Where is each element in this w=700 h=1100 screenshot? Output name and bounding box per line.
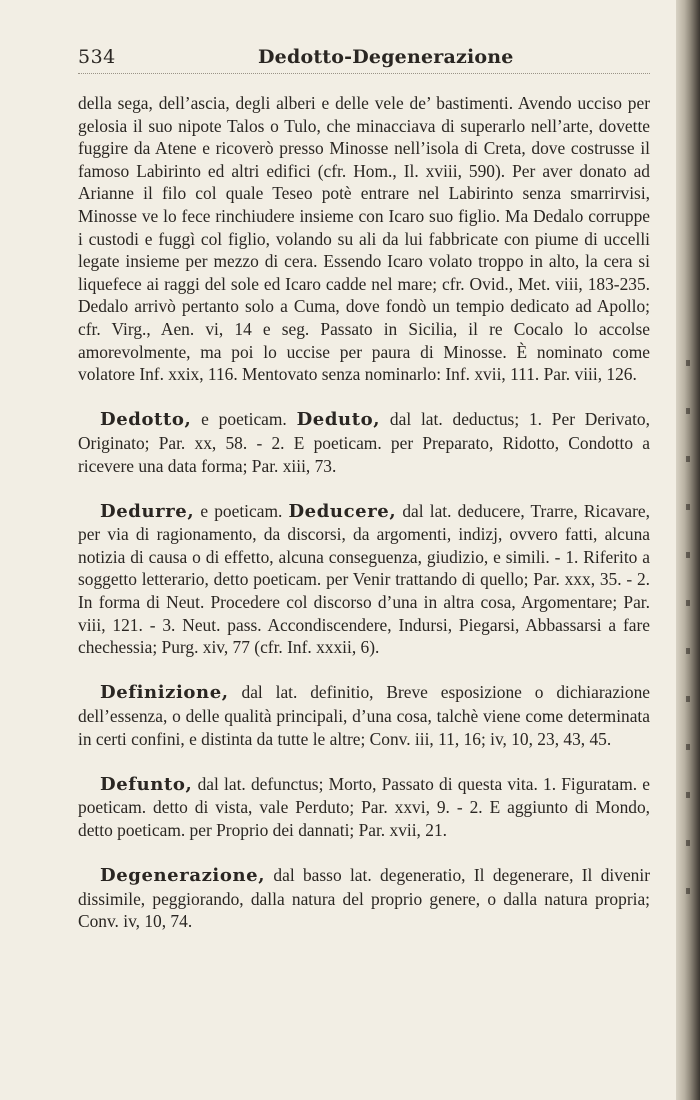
entry-definizione xyxy=(78,681,650,750)
entry-variant-intro: e poeticam. xyxy=(194,500,289,521)
header-rule xyxy=(78,73,650,74)
entry-degenerazione xyxy=(78,864,650,933)
headword: Defunto, xyxy=(100,773,193,795)
running-head: Dedotto-Degenerazione xyxy=(258,46,514,68)
continuation-paragraph: della sega, dell’ascia, degli alberi e delle vele de’ bastimenti. Avendo ucciso per gelosia il suo nipote Talos o Tulo, che minacciava di superarlo nell’arte, dovette fuggire da Atene e ricoverò presso Minosse nell’isola di Creta, dove costrusse il famoso Labirinto ed altri edifici (cfr. Hom., Il. xviii, 590). Per aver donato ad Arianne il filo col quale Teseo potè entrare nel Labirinto senza smarrirvisi, Minosse ve lo fece rinchiudere insieme con Icaro suo figlio. Ma Dedalo corruppe i custodi e fuggì col figlio, volando su ali da lui fabbricate con piume di uccelli legate insieme per mezzo di cera. Essendo Icaro volato troppo in alto, la cera si liquefece ai raggi del sole ed Icaro cadde nel mare; cfr. Ovid., Met. viii, 183-235. Dedalo arrivò pertanto solo a Cuma, dove fondò un tempio dedicato ad Apollo; cfr. Virg., Aen. vi, 14 e seg. Passato in Sicilia, il re Cocalo lo accolse amorevolmente, ma poi lo uccise per paura di Minosse. È nominato come volatore Inf. xxix, 116. Mentovato senza nominarlo: Inf. xvii, 111. Par. viii, 126. xyxy=(78,93,650,385)
page-header xyxy=(78,44,650,74)
entry-definition: dal lat. defunctus; Morto, Passato di questa vita. 1. Figuratam. e poeticam. detto di vista, vale Perduto; Par. xxvi, 9. - 2. E aggiunto di Mondo, detto poeticam. per Proprio dei dannati; Par. xvii, 21. xyxy=(78,773,650,840)
facing-page-bleed xyxy=(686,360,690,920)
headword: Dedurre, xyxy=(100,500,195,522)
page-number: 534 xyxy=(78,46,116,68)
headword: Dedotto, xyxy=(100,409,192,431)
book-spine-edge xyxy=(676,0,700,1100)
entry-defunto xyxy=(78,773,650,842)
entry-definition: dal lat. deducere, Trarre, Ricavare, per via di ragionamento, da discorsi, da argomenti, indizj, ovvero fatti, alcuna notizia di causa o di effetto, alcuna conseguenza, giudizio, e simili. - 1. Riferito a soggetto letterario, detto poeticam. per Venir trattando di quello; Par. xxx, 35. - 2. In forma di Neut. Procedere col discorso d’una in altra cosa, Argomentare; Par. viii, 121. - 3. Neut. pass. Accondiscendere, Indursi, Piegarsi, Abbassarsi a fare chechessia; Purg. xiv, 77 (cfr. Inf. xxxii, 6). xyxy=(78,500,650,658)
entry-dedurre xyxy=(78,500,650,659)
headword-variant: Deduto, xyxy=(296,409,381,431)
entry-dedotto xyxy=(78,408,650,477)
entry-variant-intro: e poeticam. xyxy=(191,409,297,430)
entry-definition: dal lat. deductus; 1. Per Derivato, Originato; Par. xx, 58. - 2. E poeticam. per Preparato, Ridotto, Condotto a ricevere una data forma; Par. xiii, 73. xyxy=(78,409,650,476)
headword: Definizione, xyxy=(100,682,229,704)
headword: Degenerazione, xyxy=(100,865,266,887)
entry-definition: dal basso lat. degeneratio, Il degenerare, Il divenir dissimile, peggiorando, dalla natura del proprio genere, o dalla natura propria; Conv. iv, 10, 74. xyxy=(78,865,650,932)
entry-definition: dal lat. definitio, Breve esposizione o dichiarazione dell’essenza, o delle qualità principali, d’una cosa, talchè viene come determinata in certi confini, e distinta da tutte le altre; Conv. iii, 11, 16; iv, 10, 23, 43, 45. xyxy=(78,682,650,749)
dictionary-text xyxy=(78,92,650,933)
headword-variant: Deducere, xyxy=(288,500,397,522)
